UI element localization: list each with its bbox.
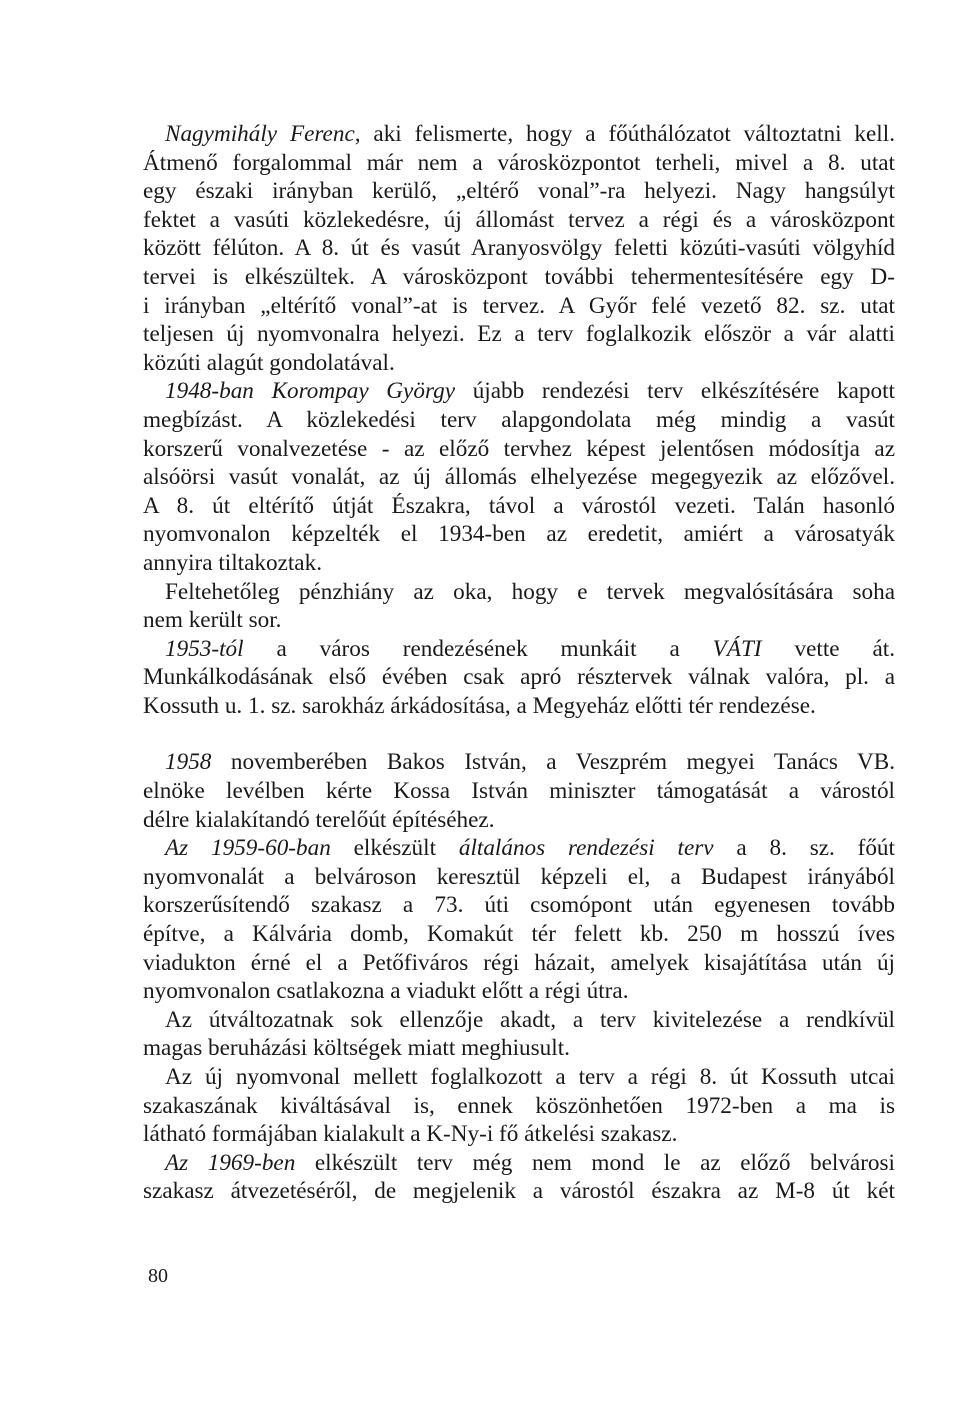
- text-line: [143, 120, 895, 149]
- text-run: egy északi irányban kerülő, „eltérő vonal”-ra helyezi. Nagy hangsúlyt: [143, 178, 895, 205]
- text-line: [143, 177, 895, 206]
- text-run: Munkálkodásának első évében csak apró résztervek válnak valóra, pl. a: [143, 664, 895, 691]
- text-run: a 8. sz. főút: [713, 835, 895, 862]
- text-line: [143, 435, 895, 464]
- text-run: a város rendezésének munkáit a: [243, 635, 713, 662]
- text-run: elnöke levélben kérte Kossa István miniszter támogatását a várostól: [143, 778, 895, 805]
- paragraph: [143, 834, 895, 1006]
- paragraph-gap: [143, 720, 895, 748]
- text-line: [143, 263, 895, 292]
- text-line: [143, 292, 895, 321]
- paragraph: [143, 1149, 895, 1206]
- paragraph: [143, 748, 895, 834]
- paragraph: [143, 120, 895, 377]
- text-run: között félúton. A 8. út és vasút Aranyosvölgy feletti közúti-vasúti völgyhíd: [143, 235, 895, 262]
- text-line: [143, 748, 895, 777]
- italic-text: Az 1959-60-ban: [165, 835, 331, 862]
- paragraph: [143, 578, 895, 635]
- text-line: [143, 149, 895, 178]
- text-line: [143, 463, 895, 492]
- page-body: [143, 120, 895, 1206]
- text-line: [143, 320, 895, 349]
- text-line: [143, 777, 895, 806]
- text-line: [143, 977, 895, 1006]
- text-run: teljesen új nyomvonalra helyezi. Ez a terv foglalkozik először a vár alatti: [143, 321, 895, 348]
- italic-text: 1948-ban Korompay György: [165, 378, 455, 405]
- text-line: [143, 834, 895, 863]
- text-run: aki felismerte, hogy a főúthálózatot változtatni kell.: [360, 121, 895, 147]
- text-line: [143, 920, 895, 949]
- italic-text: VÁTI: [712, 635, 762, 662]
- text-run: Az útváltozatnak sok ellenzője akadt, a terv kivitelezése a rendkívül: [165, 1006, 895, 1033]
- paragraph: [143, 635, 895, 721]
- text-line: [143, 349, 895, 378]
- text-run: szakasz átvezetéséről, de megjelenik a várostól északra az M-8 út két: [143, 1178, 895, 1205]
- paragraph: [143, 377, 895, 577]
- text-run: Kossuth u. 1. sz. sarokház árkádosítása, a Megyeház előtti tér rendezése.: [143, 692, 816, 719]
- italic-text: 1953-tól: [165, 635, 244, 662]
- text-run: A 8. út eltérítő útját Északra, távol a várostól vezeti. Talán hasonló: [143, 492, 895, 519]
- text-run: Feltehetőleg pénzhiány az oka, hogy e tervek megvalósítására soha: [165, 578, 895, 605]
- paragraph: [143, 1006, 895, 1063]
- text-run: Az új nyomvonal mellett foglalkozott a terv a régi 8. út Kossuth utcai: [165, 1064, 895, 1090]
- text-run: alsóörsi vasút vonalát, az új állomás elhelyezése megegyezik az előzővel.: [143, 464, 895, 491]
- text-run: elkészült terv még nem mond le az előző belvárosi: [295, 1149, 895, 1176]
- text-run: nyomvonalon képzelték el 1934-ben az eredetit, amiért a városatyák: [143, 521, 895, 548]
- text-line: [143, 1120, 895, 1149]
- text-run: viadukton érné el a Petőfiváros régi házait, amelyek kisajátítása után új: [143, 949, 895, 976]
- italic-text: Az 1969-ben: [165, 1149, 296, 1176]
- text-run: újabb rendezési terv elkészítésére kapott: [455, 378, 895, 405]
- text-run: korszerűsítendő szakasz a 73. úti csomópont után egyenesen tovább: [143, 892, 895, 919]
- text-line: [143, 1034, 895, 1063]
- text-run: Átmenő forgalommal már nem a városközpontot terheli, mivel a 8. utat: [143, 149, 895, 176]
- text-run: tervei is elkészültek. A városközpont további tehermentesítésére egy D-: [143, 263, 895, 290]
- text-line: [143, 492, 895, 521]
- text-line: [143, 549, 895, 578]
- text-line: [143, 606, 895, 635]
- text-line: [143, 578, 895, 607]
- text-run: nyomvonalát a belvároson keresztül képzeli el, a Budapest irányából: [143, 863, 895, 890]
- text-line: [143, 891, 895, 920]
- text-run: magas beruházási költségek miatt meghiusult.: [143, 1035, 570, 1062]
- text-run: novemberében Bakos István, a Veszprém megyei Tanács VB.: [211, 749, 895, 776]
- paragraph: [143, 1063, 895, 1149]
- text-line: [143, 234, 895, 263]
- text-line: [143, 663, 895, 692]
- text-run: építve, a Kálvária domb, Komakút tér felett kb. 250 m hosszú íves: [143, 921, 895, 948]
- text-run: vette át.: [761, 635, 895, 662]
- text-run: megbízást. A közlekedési terv alapgondolata még mindig a vasút: [143, 406, 895, 433]
- text-run: annyira tiltakoztak.: [143, 549, 322, 576]
- text-run: nem került sor.: [143, 607, 282, 634]
- text-line: [143, 949, 895, 978]
- text-run: i irányban „eltérítő vonal”-at is tervez. A Győr felé vezető 82. sz. utat: [143, 292, 895, 319]
- text-line: [143, 692, 895, 721]
- text-line: [143, 1092, 895, 1121]
- text-run: fektet a vasúti közlekedésre, új állomást tervez a régi és a városközpont: [143, 206, 895, 233]
- text-run: közúti alagút gondolatával.: [143, 349, 395, 376]
- text-line: [143, 206, 895, 235]
- text-line: [143, 377, 895, 406]
- text-line: [143, 406, 895, 435]
- text-run: délre kialakítandó terelőút építéséhez.: [143, 806, 495, 833]
- text-line: [143, 1063, 895, 1092]
- text-run: látható formájában kialakult a K-Ny-i fő átkelési szakasz.: [143, 1121, 678, 1148]
- text-line: [143, 1006, 895, 1035]
- text-line: [143, 863, 895, 892]
- italic-text: általános rendezési terv: [458, 835, 714, 862]
- text-run: korszerű vonalvezetése - az előző tervhez képest jelentősen módosítja az: [143, 435, 895, 462]
- page-number: 80: [148, 1265, 168, 1287]
- text-run: nyomvonalon csatlakozna a viadukt előtt a régi útra.: [143, 978, 629, 1005]
- italic-text: 1958: [165, 749, 212, 776]
- text-line: [143, 806, 895, 835]
- text-line: [143, 1149, 895, 1178]
- text-line: [143, 520, 895, 549]
- text-line: [143, 1177, 895, 1206]
- italic-text: Nagymihály Ferenc,: [165, 121, 361, 147]
- text-run: elkészült: [330, 835, 459, 862]
- text-line: [143, 635, 895, 664]
- text-run: szakaszának kiváltásával is, ennek köszönhetően 1972-ben a ma is: [143, 1092, 895, 1119]
